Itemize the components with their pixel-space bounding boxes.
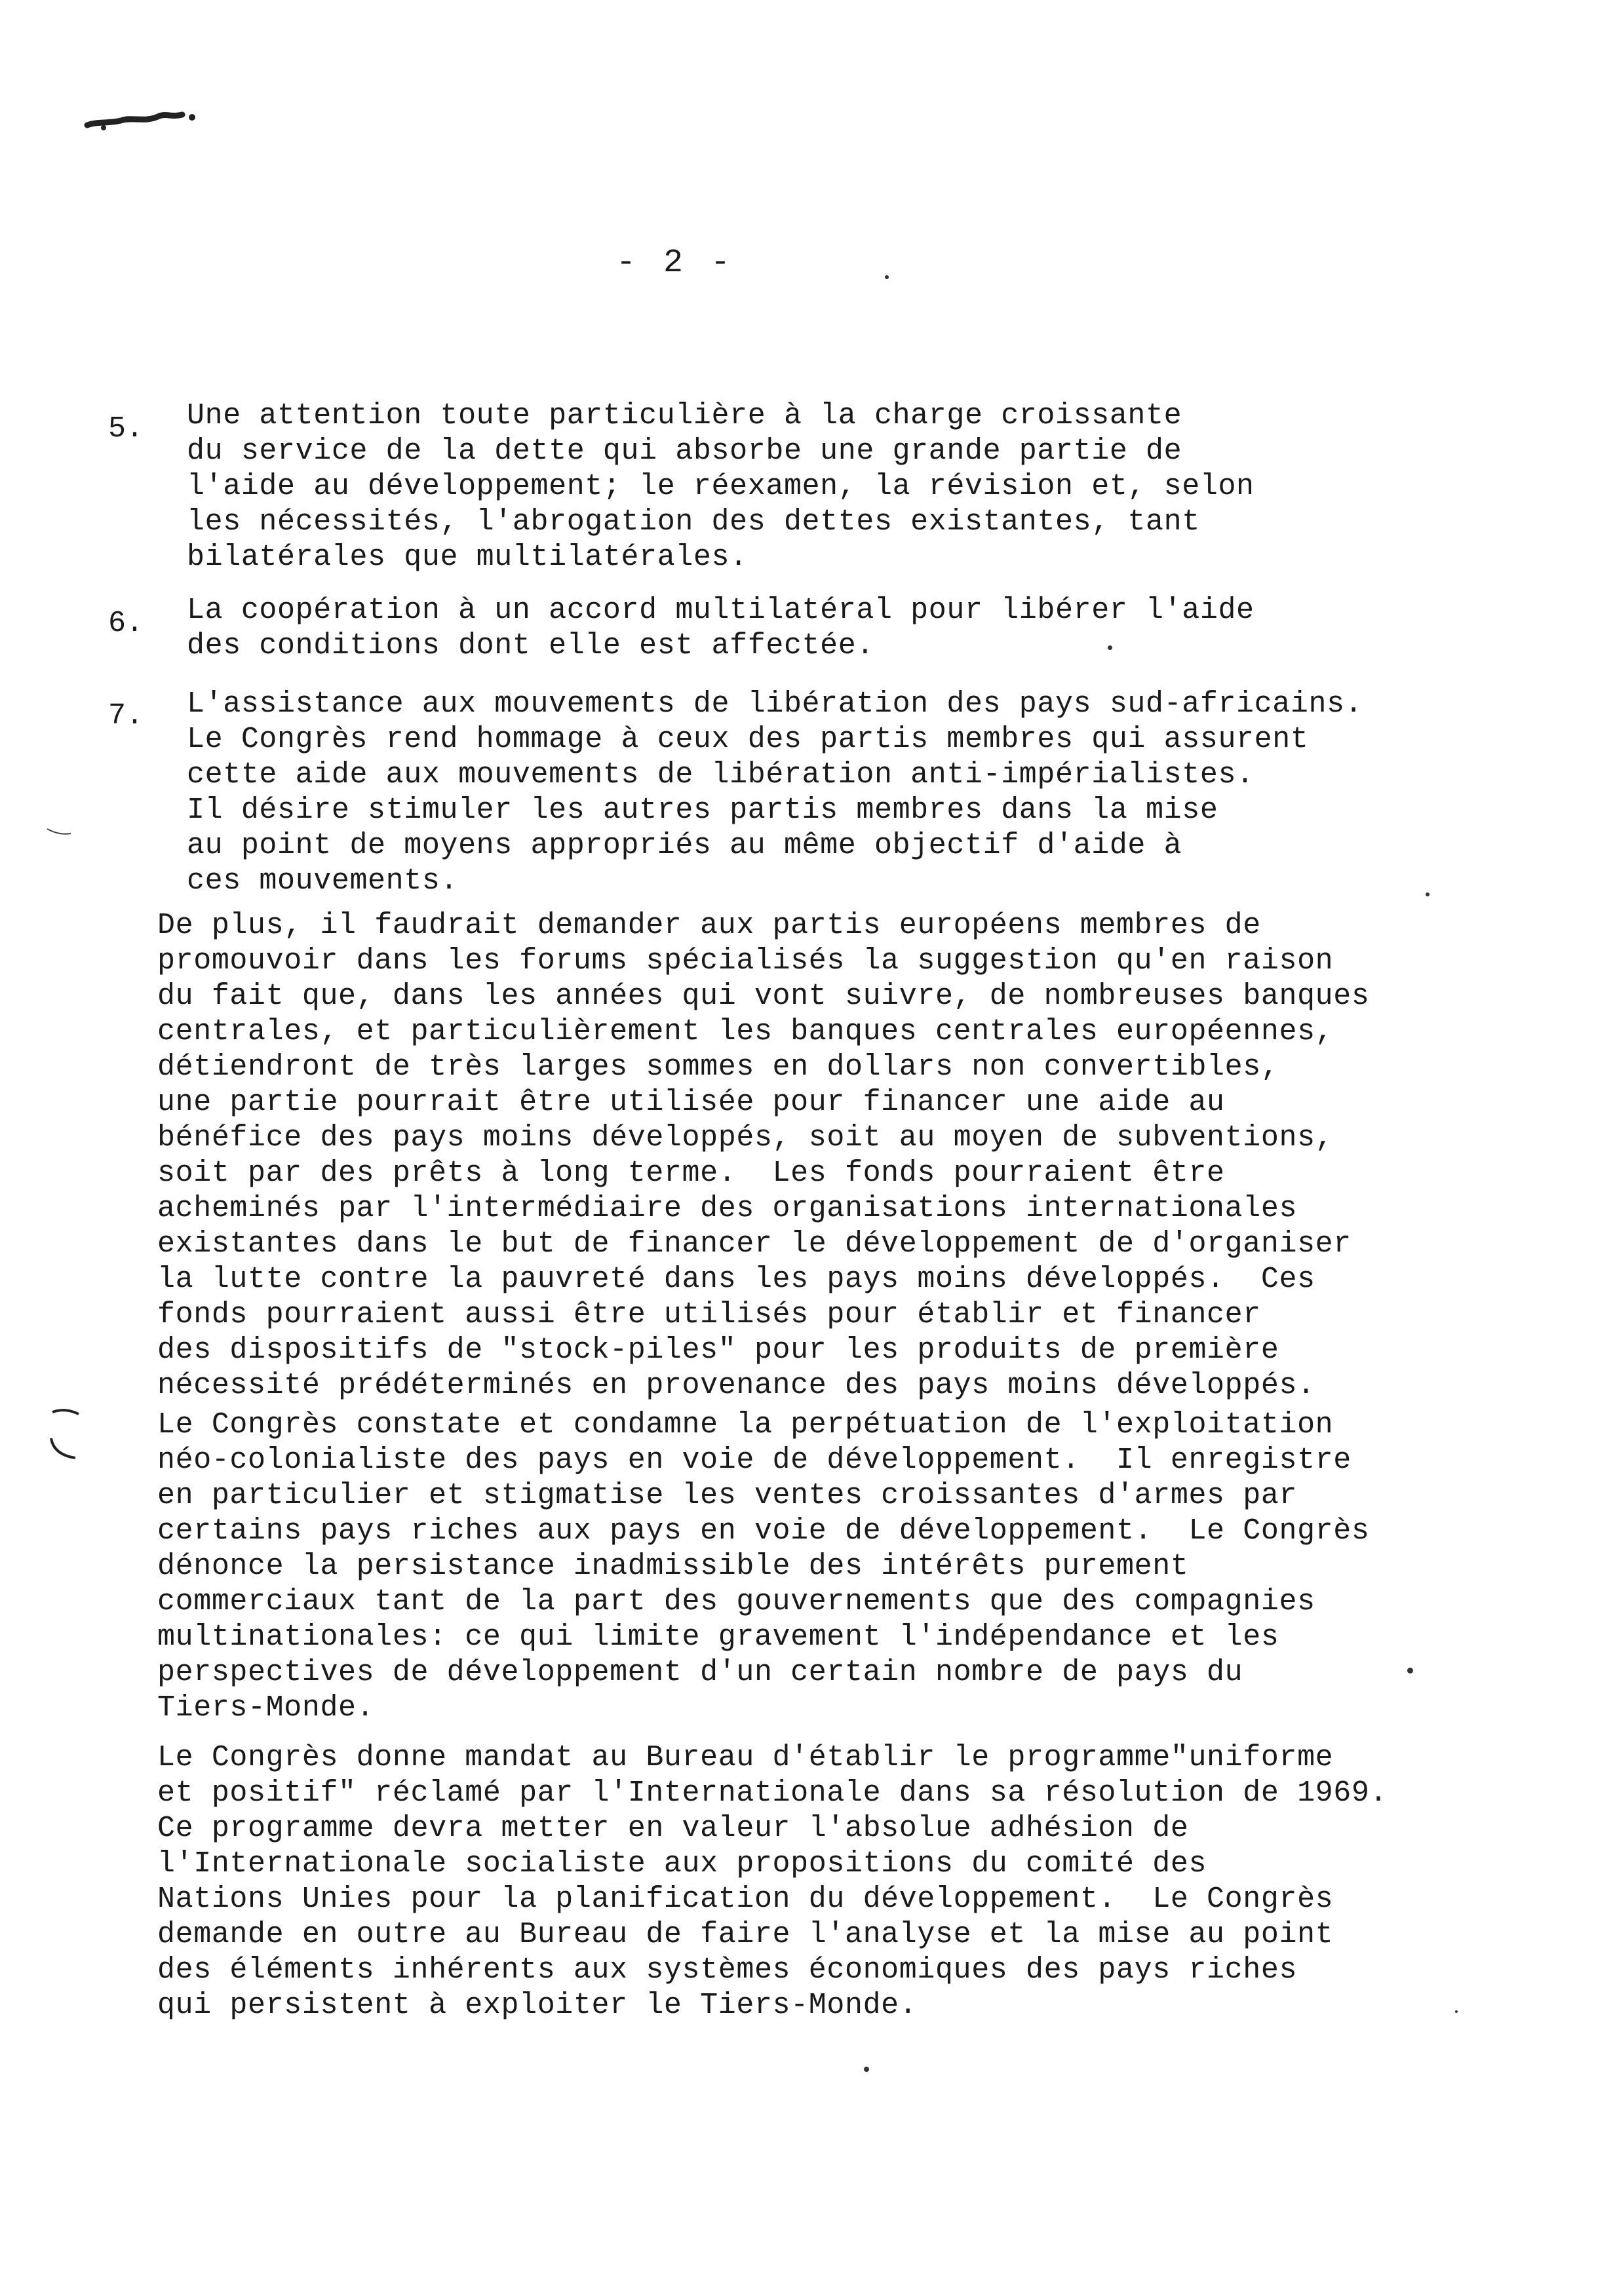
text-line: commerciaux tant de la part des gouvernements que des compagnies <box>157 1585 1315 1618</box>
text-line: des dispositifs de "stock-piles" pour les produits de première <box>157 1333 1279 1367</box>
text-line: dénonce la persistance inadmissible des intérêts purement <box>157 1550 1189 1583</box>
text-line: l'Internationale socialiste aux propositions du comité des <box>157 1847 1207 1881</box>
item-number: 5. <box>108 412 144 446</box>
paragraph-funding <box>157 908 1553 1404</box>
item-number: 7. <box>108 699 144 733</box>
text-line: bilatérales que multilatérales. <box>187 541 748 574</box>
text-line: néo-colonialiste des pays en voie de développement. Il enregistre <box>157 1444 1352 1477</box>
margin-ink-mark <box>46 826 72 839</box>
text-line: détiendront de très larges sommes en dollars non convertibles, <box>157 1050 1279 1084</box>
text-line: qui persistent à exploiter le Tiers-Monde. <box>157 1989 918 2022</box>
text-line: la lutte contre la pauvreté dans les pays moins développés. Ces <box>157 1263 1315 1296</box>
item-text <box>187 398 1255 575</box>
item-number: 6. <box>108 607 144 640</box>
text-line: centrales, et particulièrement les banques centrales européennes, <box>157 1015 1334 1048</box>
item-text <box>187 687 1363 899</box>
text-line: en particulier et stigmatise les ventes croissantes d'armes par <box>157 1479 1298 1512</box>
text-line: l'aide au développement; le réexamen, la révision et, selon <box>187 470 1255 503</box>
margin-ink-mark <box>46 1409 85 1461</box>
text-line: Il désire stimuler les autres partis membres dans la mise <box>187 794 1218 827</box>
text-line: Le Congrès rend hommage à ceux des partis membres qui assurent <box>187 723 1309 756</box>
text-line: certains pays riches aux pays en voie de développement. Le Congrès <box>157 1514 1370 1548</box>
text-line: bénéfice des pays moins développés, soit au moyen de subventions, <box>157 1121 1334 1155</box>
scan-speck <box>885 275 889 279</box>
text-line: multinationales: ce qui limite gravement l'indépendance et les <box>157 1620 1279 1654</box>
text-line: cette aide aux mouvements de libération anti-impérialistes. <box>187 758 1255 792</box>
scan-speck <box>1108 645 1112 650</box>
scan-speck <box>864 2067 869 2072</box>
text-line: au point de moyens appropriés au même objectif d'aide à <box>187 829 1182 862</box>
text-line: des conditions dont elle est affectée. <box>187 629 874 662</box>
paragraph-mandate <box>157 1740 1553 2023</box>
text-line: Nations Unies pour la planification du développement. Le Congrès <box>157 1883 1334 1916</box>
text-line: du service de la dette qui absorbe une grande partie de <box>187 434 1182 468</box>
text-line: et positif" réclamé par l'Internationale dans sa résolution de 1969. <box>157 1776 1388 1810</box>
text-line: Tiers-Monde. <box>157 1691 375 1725</box>
text-line: des éléments inhérents aux systèmes économiques des pays riches <box>157 1953 1298 1987</box>
text-line: Ce programme devra metter en valeur l'absolue adhésion de <box>157 1812 1189 1845</box>
text-line: Le Congrès donne mandat au Bureau d'établir le programme"uniforme <box>157 1741 1334 1774</box>
text-line: du fait que, dans les années qui vont suivre, de nombreuses banques <box>157 980 1370 1013</box>
text-line: demande en outre au Bureau de faire l'analyse et la mise au point <box>157 1918 1334 1951</box>
item-text <box>187 593 1255 664</box>
text-line: De plus, il faudrait demander aux partis européens membres de <box>157 909 1261 942</box>
scan-speck <box>1407 1668 1413 1674</box>
text-line: fonds pourraient aussi être utilisés pour établir et financer <box>157 1298 1261 1331</box>
text-line: L'assistance aux mouvements de libération des pays sud-africains. <box>187 687 1363 721</box>
corner-ink-mark <box>84 108 199 134</box>
text-line: les nécessités, l'abrogation des dettes existantes, tant <box>187 505 1200 539</box>
text-line: La coopération à un accord multilatéral pour libérer l'aide <box>187 594 1255 627</box>
scan-speck <box>1455 2010 1458 2013</box>
text-line: acheminés par l'intermédiaire des organisations internationales <box>157 1192 1298 1225</box>
page-number: - 2 - <box>615 244 735 282</box>
text-line: soit par des prêts à long terme. Les fonds pourraient être <box>157 1157 1225 1190</box>
text-line: promouvoir dans les forums spécialisés la suggestion qu'en raison <box>157 944 1334 978</box>
text-line: Le Congrès constate et condamne la perpétuation de l'exploitation <box>157 1408 1334 1442</box>
text-line: perspectives de développement d'un certain nombre de pays du <box>157 1656 1243 1689</box>
text-line: existantes dans le but de financer le développement de d'organiser <box>157 1227 1352 1261</box>
text-line: Une attention toute particulière à la charge croissante <box>187 399 1182 432</box>
scan-speck <box>1426 892 1430 896</box>
text-line: ces mouvements. <box>187 864 459 898</box>
paragraph-exploitation <box>157 1407 1553 1726</box>
text-line: nécessité prédéterminés en provenance des pays moins développés. <box>157 1369 1315 1402</box>
text-line: une partie pourrait être utilisée pour financer une aide au <box>157 1086 1225 1119</box>
